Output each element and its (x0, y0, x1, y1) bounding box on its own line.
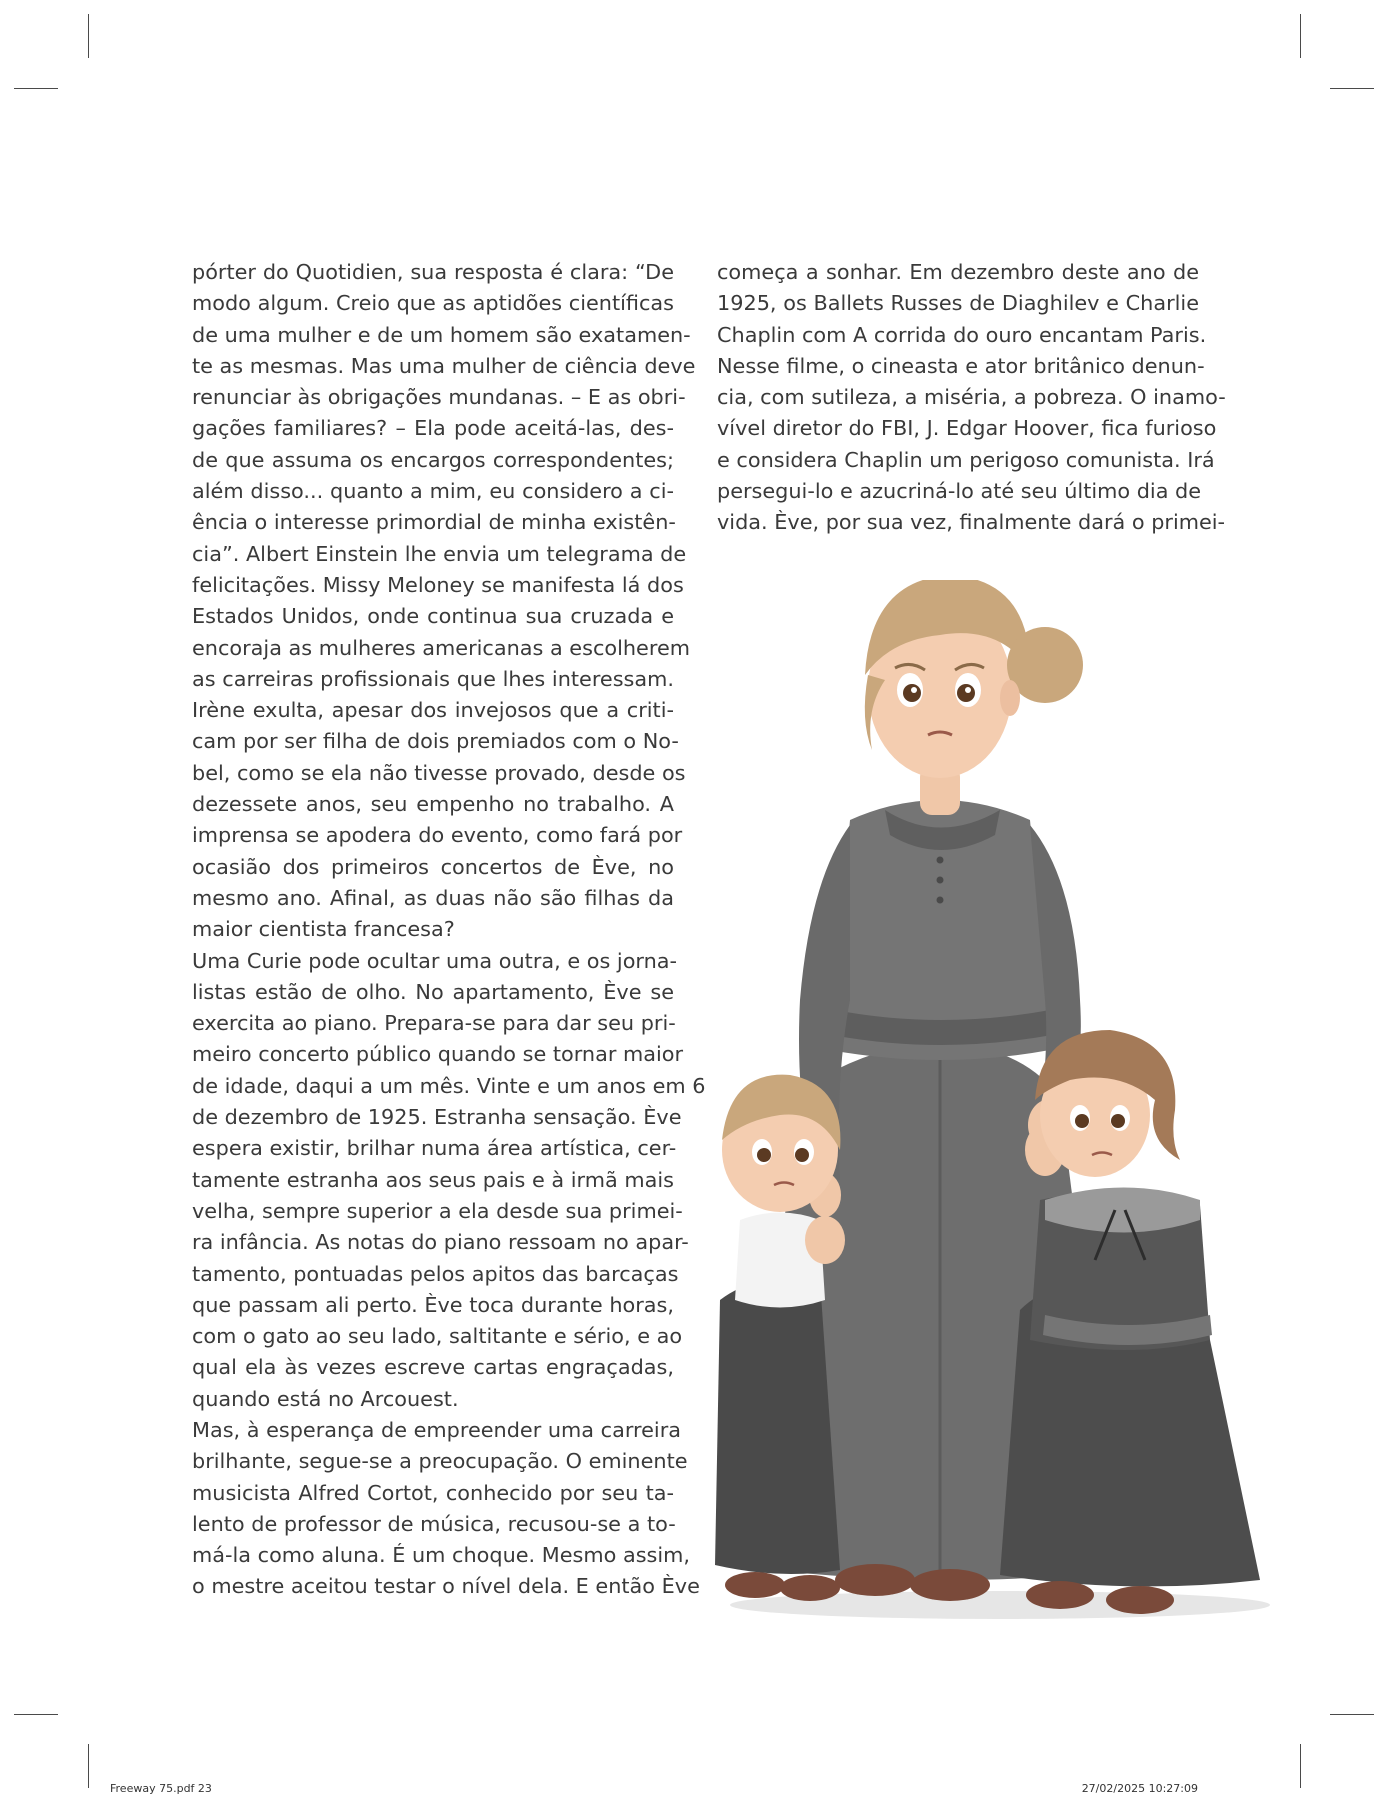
text-line: ocasião dos primeiros concertos de Ève, no (192, 854, 674, 879)
text-line: encoraja as mulheres americanas a escolherem (192, 635, 690, 660)
crop-mark-bottom-right-v (1300, 1744, 1301, 1788)
text-column-right (717, 257, 1226, 539)
text-line: além disso... quanto a mim, eu considero a ci- (192, 479, 674, 504)
footer-file-label: Freeway 75.pdf 23 (110, 1782, 212, 1795)
text-line: vível diretor do FBI, J. Edgar Hoover, fica furioso (717, 416, 1217, 441)
crop-mark-bottom-right-h (1330, 1714, 1374, 1715)
text-line: tamento, pontuadas pelos apitos das barcaças (192, 1261, 679, 1286)
text-line: com o gato ao seu lado, saltitante e sério, e ao (192, 1324, 683, 1349)
crop-mark-top-right-v (1300, 14, 1301, 58)
text-line: Mas, à esperança de empreender uma carreira (192, 1417, 681, 1442)
text-line: musicista Alfred Cortot, conhecido por seu ta- (192, 1480, 674, 1505)
crop-mark-bottom-left-h (14, 1714, 58, 1715)
text-line: ência o interesse primordial de minha existên- (192, 510, 676, 535)
footer-timestamp: 27/02/2025 10:27:09 (1081, 1782, 1198, 1795)
text-line: renunciar às obrigações mundanas. – E as obri- (192, 385, 686, 410)
text-line: de dezembro de 1925. Estranha sensação. Ève (192, 1105, 682, 1130)
text-line: Chaplin com A corrida do ouro encantam Paris. (717, 322, 1207, 347)
crop-mark-bottom-left-v (88, 1744, 89, 1788)
text-line: Nesse filme, o cineasta e ator britânico denun- (717, 353, 1205, 378)
text-line: lento de professor de música, recusou-se a to- (192, 1511, 676, 1536)
text-line: de idade, daqui a um mês. Vinte e um anos em 6 (192, 1073, 706, 1098)
text-line: persegui-lo e azucriná-lo até seu último dia de (717, 479, 1202, 504)
text-column-left (192, 257, 706, 1603)
crop-mark-top-left-h (14, 88, 58, 89)
text-line: mesmo ano. Afinal, as duas não são filhas da (192, 885, 674, 910)
text-line: de uma mulher e de um homem são exatamen- (192, 322, 691, 347)
text-line: Uma Curie pode ocultar uma outra, e os jorna- (192, 948, 678, 973)
text-line: maior cientista francesa? (192, 917, 455, 942)
text-line: bel, como se ela não tivesse provado, desde os (192, 760, 686, 785)
text-line: de que assuma os encargos correspondentes; (192, 447, 674, 472)
text-line: meiro concerto público quando se tornar maior (192, 1042, 684, 1067)
illustration-mother-daughters (700, 580, 1320, 1640)
crop-mark-top-right-h (1330, 88, 1374, 89)
text-line: espera existir, brilhar numa área artística, cer- (192, 1136, 677, 1161)
text-line: tamente estranha aos seus pais e à irmã mais (192, 1167, 674, 1192)
crop-mark-top-left-v (88, 14, 89, 58)
text-line: qual ela às vezes escreve cartas engraçadas, (192, 1355, 674, 1380)
text-line: te as mesmas. Mas uma mulher de ciência deve (192, 353, 696, 378)
text-line: Irène exulta, apesar dos invejosos que a criti- (192, 698, 674, 723)
text-line: 1925, os Ballets Russes de Diaghilev e Charlie (717, 291, 1199, 316)
text-line: cia, com sutileza, a miséria, a pobreza. O inamo- (717, 385, 1226, 410)
text-line: brilhante, segue-se a preocupação. O eminente (192, 1449, 688, 1474)
text-line: dezessete anos, seu empenho no trabalho. A (192, 792, 674, 817)
text-line: listas estão de olho. No apartamento, Ève se (192, 979, 674, 1004)
text-line: velha, sempre superior a ela desde sua primei- (192, 1198, 683, 1223)
text-line: quando está no Arcouest. (192, 1386, 459, 1411)
text-line: cam por ser filha de dois premiados com o No- (192, 729, 679, 754)
text-line: o mestre aceitou testar o nível dela. E então Ève (192, 1574, 700, 1599)
text-line: Estados Unidos, onde continua sua cruzada e (192, 604, 674, 629)
text-line: modo algum. Creio que as aptidões científicas (192, 291, 674, 316)
text-line: que passam ali perto. Ève toca durante horas, (192, 1292, 674, 1317)
text-line: má-la como aluna. É um choque. Mesmo assim, (192, 1543, 691, 1568)
text-line: ra infância. As notas do piano ressoam no apar- (192, 1230, 689, 1255)
text-line: cia”. Albert Einstein lhe envia um telegrama de (192, 541, 687, 566)
text-line: felicitações. Missy Meloney se manifesta lá dos (192, 572, 684, 597)
girl-figure (1000, 1030, 1260, 1614)
text-line: começa a sonhar. Em dezembro deste ano de (717, 260, 1199, 284)
text-line: imprensa se apodera do evento, como fará por (192, 823, 683, 848)
text-line: gações familiares? – Ela pode aceitá-las, des- (192, 416, 674, 441)
text-line: exercita ao piano. Prepara-se para dar seu pri- (192, 1011, 676, 1036)
text-line: as carreiras profissionais que lhes interessam. (192, 666, 674, 691)
text-line: vida. Ève, por sua vez, finalmente dará o primei- (717, 510, 1226, 535)
text-line: pórter do Quotidien, sua resposta é clara: “De (192, 260, 674, 284)
text-line: e considera Chaplin um perigoso comunista. Irá (717, 447, 1215, 472)
